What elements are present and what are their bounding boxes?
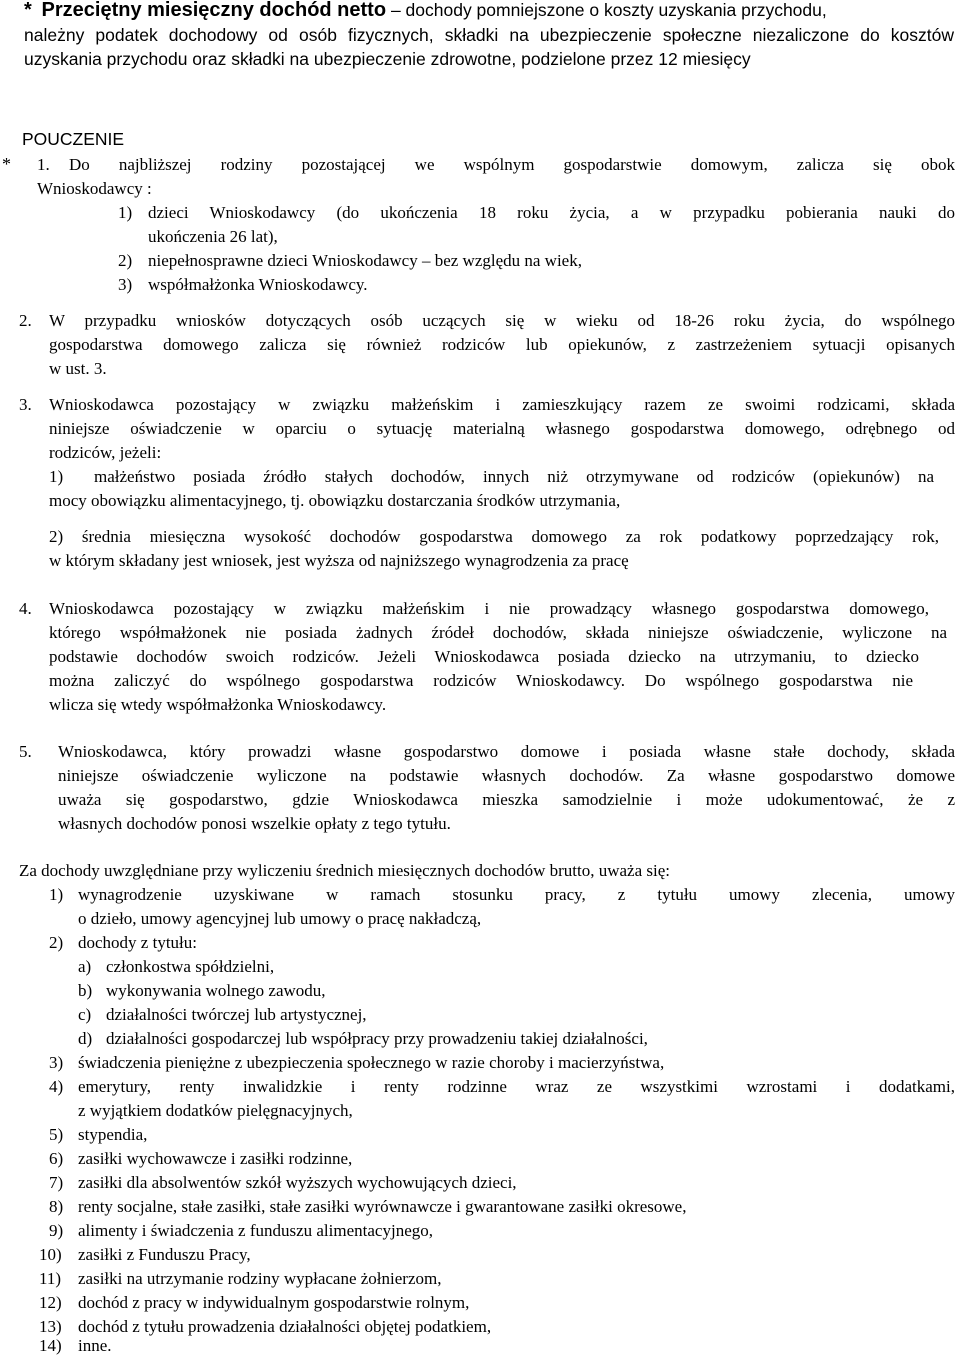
paragraph-line: wlicza się wtedy współmałżonka Wnioskodawcy. — [49, 695, 387, 714]
income-item: zasiłki dla absolwentów szkół wyższych wychowujących dzieci, — [78, 1173, 517, 1192]
income-sub-item-number: a) — [78, 957, 92, 976]
paragraph-line: podstawie dochodów swoich rodziców. Jeżeli Wnioskodawca posiada dziecko na utrzymaniu, to dziecko — [49, 647, 919, 666]
list-item: małżeństwo posiada źródło stałych dochodów, innych niż otrzymywane od rodziców (opiekunów) na — [94, 467, 934, 486]
income-item: świadczenia pieniężne z ubezpieczenia społecznego w razie choroby i macierzyństwa, — [78, 1053, 665, 1072]
header-term: Przeciętny miesięczny dochód netto — [41, 0, 387, 21]
pouczenie-asterisk: * — [2, 154, 11, 174]
header-line-2: należny podatek dochodowy od osób fizycznych, składki na ubezpieczenie społeczne niezaliczone do kosztów — [24, 25, 954, 45]
income-item-number: 7) — [49, 1173, 64, 1192]
paragraph-line: Wnioskodawcy : — [37, 179, 152, 198]
list-item-continuation: mocy obowiązku alimentacyjnego, tj. obowiązku dostarczania środków utrzymania, — [49, 491, 621, 510]
paragraph-number: 2. — [19, 311, 32, 330]
income-sub-item-number: b) — [78, 981, 93, 1000]
income-item-number: 14) — [39, 1336, 62, 1355]
income-item-continuation: o dzieło, umowy agencyjnej lub umowy o pracę nakładczą, — [78, 909, 482, 928]
income-item: zasiłki wychowawcze i zasiłki rodzinne, — [78, 1149, 353, 1168]
list-item-number: 1) — [118, 203, 133, 222]
income-item: dochody z tytułu: — [78, 933, 197, 952]
income-item-number: 13) — [39, 1317, 62, 1336]
income-item: emerytury, renty inwalidzkie i renty rodzinne wraz ze wszystkimi wzrostami i dodatkami, — [78, 1077, 955, 1096]
paragraph-number: 3. — [19, 395, 32, 414]
income-sub-item: członkostwa spółdzielni, — [106, 957, 275, 976]
income-item: zasiłki z Funduszu Pracy, — [78, 1245, 251, 1264]
paragraph-line: W przypadku wniosków dotyczących osób uczących się w wieku od 18-26 roku życia, do wspólnego — [49, 311, 955, 330]
income-item-number: 6) — [49, 1149, 64, 1168]
income-item-number: 1) — [49, 885, 64, 904]
income-item-number: 12) — [39, 1293, 62, 1312]
income-item: renty socjalne, stałe zasiłki, stałe zasiłki wyrównawcze i gwarantowane zasiłki okresowe, — [78, 1197, 687, 1216]
paragraph-line: Wnioskodawca, który prowadzi własne gospodarstwo domowe i posiada własne stałe dochody, składa — [58, 742, 955, 761]
header-line-1 — [24, 0, 827, 22]
paragraph-line: gospodarstwa domowego zalicza się również rodziców lub opiekunów, z zastrzeżeniem sytuacji opisanych — [49, 335, 955, 354]
paragraph-number: 1. — [37, 155, 50, 174]
income-item-continuation: z wyjątkiem dodatków pielęgnacyjnych, — [78, 1101, 353, 1120]
income-item: alimenty i świadczenia z funduszu alimentacyjnego, — [78, 1221, 433, 1240]
income-item: inne. — [78, 1336, 112, 1355]
header-asterisk: * — [24, 0, 32, 21]
list-item-continuation: ukończenia 26 lat), — [148, 227, 278, 246]
income-item: zasiłki na utrzymanie rodziny wypłacane żołnierzom, — [78, 1269, 442, 1288]
list-item: 2) średnia miesięczna wysokość dochodów gospodarstwa domowego za rok podatkowy poprzedzający rok, — [49, 527, 939, 546]
paragraph-line: Wnioskodawca pozostający w związku małżeńskim i nie prowadzący własnego gospodarstwa domowego, — [49, 599, 929, 618]
income-item: dochód z tytułu prowadzenia działalności objętej podatkiem, — [78, 1317, 492, 1336]
income-item-number: 3) — [49, 1053, 64, 1072]
paragraph-line: rodziców, jeżeli: — [49, 443, 162, 462]
paragraph-line: niniejsze oświadczenie w oparciu o sytuację materialną własnego gospodarstwa domowego, odrębnego od — [49, 419, 955, 438]
income-sub-item: działalności gospodarczej lub współpracy przy prowadzeniu takiej działalności, — [106, 1029, 648, 1048]
paragraph-line: którego współmałżonek nie posiada żadnych źródeł dochodów, składa niniejsze oświadczenie, wyliczone na — [49, 623, 947, 642]
list-item: współmałżonka Wnioskodawcy. — [148, 275, 368, 294]
income-item: wynagrodzenie uzyskiwane w ramach stosunku pracy, z tytułu umowy zlecenia, umowy — [78, 885, 955, 904]
pouczenie-title: POUCZENIE — [22, 129, 125, 149]
paragraph-number: 4. — [19, 599, 32, 618]
income-sub-item-number: d) — [78, 1029, 93, 1048]
paragraph-number: 5. — [19, 742, 32, 761]
income-sub-item-number: c) — [78, 1005, 92, 1024]
income-sub-item: wykonywania wolnego zawodu, — [106, 981, 326, 1000]
list-item-number: 1) — [49, 467, 64, 486]
list-item-number: 3) — [118, 275, 133, 294]
income-intro: Za dochody uwzględniane przy wyliczeniu średnich miesięcznych dochodów brutto, uważa się: — [19, 861, 670, 880]
income-item: stypendia, — [78, 1125, 148, 1144]
paragraph-line: w ust. 3. — [49, 359, 107, 378]
header-line1-rest: – dochody pomniejszone o koszty uzyskania przychodu, — [390, 0, 827, 20]
paragraph-line: uważa się gospodarstwo, gdzie Wnioskodawca mieszka samodzielnie i może udokumentować, że z — [58, 790, 955, 809]
income-item-number: 11) — [39, 1269, 62, 1288]
list-item: niepełnosprawne dzieci Wnioskodawcy – bez względu na wiek, — [148, 251, 582, 270]
income-item-number: 9) — [49, 1221, 64, 1240]
income-item-number: 5) — [49, 1125, 64, 1144]
list-item-number: 2) — [118, 251, 133, 270]
income-item-number: 2) — [49, 933, 64, 952]
list-item: dzieci Wnioskodawcy (do ukończenia 18 roku życia, a w przypadku pobierania nauki do — [148, 203, 955, 222]
paragraph-line: Wnioskodawca pozostający w związku małżeńskim i zamieszkujący razem ze swoimi rodzicami, składa — [49, 395, 955, 414]
header-line-3: uzyskania przychodu oraz składki na ubezpieczenie zdrowotne, podzielone przez 12 miesięcy — [24, 49, 751, 69]
income-sub-item: działalności twórczej lub artystycznej, — [106, 1005, 367, 1024]
paragraph-line: własnych dochodów ponosi wszelkie opłaty z tego tytułu. — [58, 814, 451, 833]
paragraph-line: można zaliczyć do wspólnego gospodarstwa rodziców Wnioskodawcy. Do wspólnego gospodarstwa nie — [49, 671, 913, 690]
income-item-number: 4) — [49, 1077, 64, 1096]
list-item-continuation: w którym składany jest wniosek, jest wyższa od najniższego wynagrodzenia za pracę — [49, 551, 629, 570]
income-item-number: 8) — [49, 1197, 64, 1216]
income-item: dochód z pracy w indywidualnym gospodarstwie rolnym, — [78, 1293, 470, 1312]
income-item-number: 10) — [39, 1245, 62, 1264]
paragraph-line: Do najbliższej rodziny pozostającej we wspólnym gospodarstwie domowym, zalicza się obok — [69, 155, 955, 174]
paragraph-line: niniejsze oświadczenie wyliczone na podstawie własnych dochodów. Za własne gospodarstwo domowe — [58, 766, 955, 785]
